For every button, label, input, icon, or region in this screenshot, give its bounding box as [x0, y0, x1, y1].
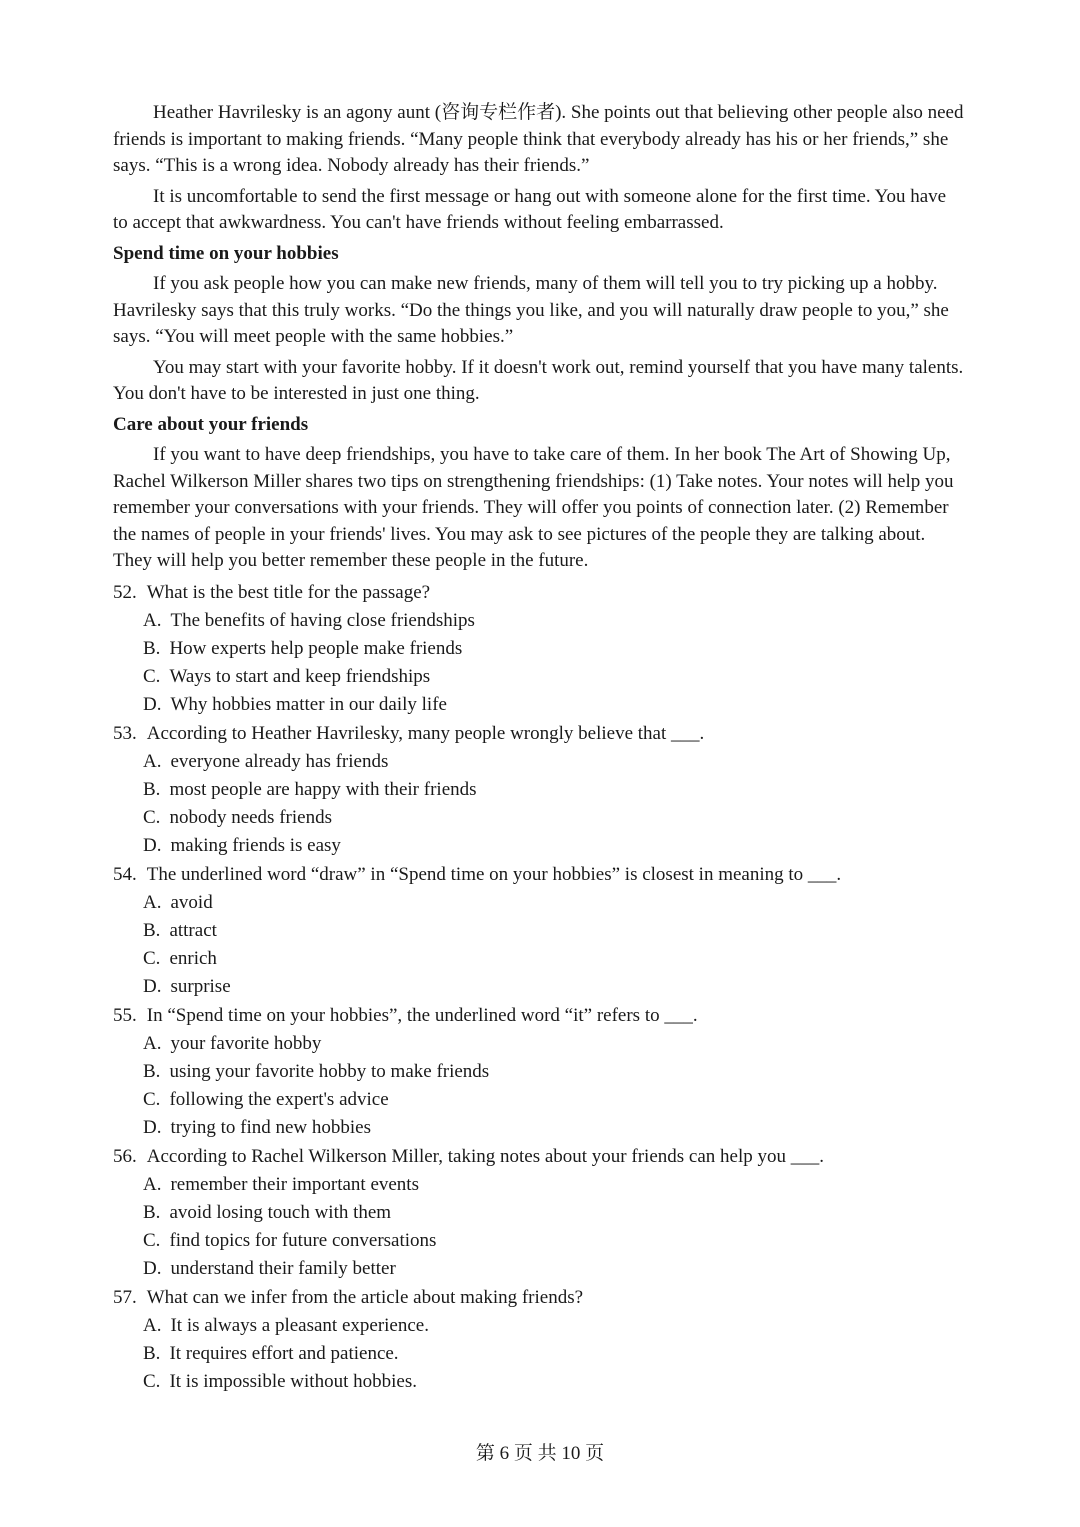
option-text: avoid losing touch with them	[169, 1201, 392, 1223]
option-letter: B.	[143, 1060, 161, 1082]
answer-option	[113, 804, 965, 832]
option-text: It is always a pleasant experience.	[170, 1314, 429, 1336]
option-letter: A.	[143, 1032, 162, 1054]
question	[113, 1002, 965, 1143]
option-text: Why hobbies matter in our daily life	[170, 694, 447, 716]
question	[113, 1284, 965, 1397]
option-text: trying to find new hobbies	[170, 1117, 372, 1139]
paragraph: It is uncomfortable to send the first message or hang out with someone alone for the first time. You have to accept that awkwardness. You can't have friends without feeling embarrassed.	[113, 185, 947, 233]
question-text: According to Heather Havrilesky, many people wrongly believe that ___.	[146, 722, 705, 744]
option-text: Ways to start and keep friendships	[169, 666, 431, 688]
answer-option	[113, 945, 965, 973]
question-text: What is the best title for the passage?	[146, 581, 431, 603]
option-letter: C.	[143, 807, 161, 829]
option-letter: D.	[143, 1258, 162, 1280]
section-heading: Care about your friends	[113, 413, 309, 435]
option-text: attract	[169, 919, 217, 941]
question-text: The underlined word “draw” in “Spend time on your hobbies” is closest in meaning to ___.	[146, 863, 842, 885]
answer-option	[113, 748, 965, 776]
answer-option	[113, 635, 965, 663]
paragraph: Heather Havrilesky is an agony aunt (咨询专栏作者). She points out that believing other people also need friends is important to making friends. “Many people think that everybody already has his or her friends,” she says. “This is a wrong idea. Nobody already has their friends.”	[113, 102, 964, 176]
question-stem	[113, 1002, 965, 1030]
option-text: enrich	[169, 948, 217, 970]
option-text: remember their important events	[170, 1173, 419, 1195]
answer-option	[113, 1199, 965, 1227]
option-text: avoid	[170, 891, 213, 913]
option-text: understand their family better	[170, 1258, 396, 1280]
option-letter: B.	[143, 1201, 161, 1223]
option-text: nobody needs friends	[169, 807, 332, 829]
option-text: find topics for future conversations	[169, 1230, 437, 1252]
answer-option	[113, 832, 965, 860]
option-letter: A.	[143, 891, 162, 913]
question-text: In “Spend time on your hobbies”, the underlined word “it” refers to ___.	[146, 1004, 698, 1026]
option-text: How experts help people make friends	[169, 637, 463, 659]
option-letter: C.	[143, 948, 161, 970]
option-letter: C.	[143, 1371, 161, 1393]
question	[113, 579, 965, 720]
option-letter: D.	[143, 1117, 162, 1139]
option-letter: A.	[143, 1314, 162, 1336]
option-letter: C.	[143, 1089, 161, 1111]
question-text: According to Rachel Wilkerson Miller, taking notes about your friends can help you ___.	[146, 1145, 824, 1167]
paragraph: If you ask people how you can make new friends, many of them will tell you to try picking up a hobby. Havrilesky says that this truly works. “Do the things you like, and you will naturally draw people to you,” she says. “You will meet people with the same hobbies.”	[113, 273, 949, 347]
option-text: most people are happy with their friends	[169, 778, 477, 800]
option-letter: A.	[143, 609, 162, 631]
option-letter: D.	[143, 835, 162, 857]
passage	[113, 100, 965, 575]
option-text: surprise	[170, 976, 231, 998]
option-letter: B.	[143, 637, 161, 659]
answer-option	[113, 607, 965, 635]
question-stem	[113, 1284, 965, 1312]
option-letter: B.	[143, 778, 161, 800]
option-text: following the expert's advice	[169, 1089, 389, 1111]
answer-option	[113, 663, 965, 691]
answer-option	[113, 776, 965, 804]
option-letter: C.	[143, 666, 161, 688]
option-text: your favorite hobby	[170, 1032, 322, 1054]
answer-option	[113, 1312, 965, 1340]
question-stem	[113, 861, 965, 889]
question-number: 56.	[113, 1145, 137, 1167]
question-stem	[113, 579, 965, 607]
option-text: everyone already has friends	[170, 750, 389, 772]
answer-option	[113, 889, 965, 917]
answer-option	[113, 1340, 965, 1368]
option-letter: D.	[143, 694, 162, 716]
paragraph: You may start with your favorite hobby. If it doesn't work out, remind yourself that you have many talents. You don't have to be interested in just one thing.	[113, 356, 964, 404]
answer-option	[113, 1227, 965, 1255]
question-number: 53.	[113, 722, 137, 744]
answer-option	[113, 1058, 965, 1086]
question	[113, 720, 965, 861]
option-text: using your favorite hobby to make friends	[169, 1060, 490, 1082]
question-text: What can we infer from the article about making friends?	[146, 1286, 584, 1308]
question-number: 52.	[113, 581, 137, 603]
answer-option	[113, 1114, 965, 1142]
option-text: making friends is easy	[170, 835, 341, 857]
option-letter: C.	[143, 1230, 161, 1252]
option-letter: D.	[143, 976, 162, 998]
question-number: 57.	[113, 1286, 137, 1308]
option-letter: A.	[143, 750, 162, 772]
answer-option	[113, 1171, 965, 1199]
option-text: It is impossible without hobbies.	[169, 1371, 417, 1393]
paragraph: If you want to have deep friendships, you have to take care of them. In her book The Art of Showing Up, Rachel Wilkerson Miller shares two tips on strengthening friendships: (1) Take notes. Your notes will help you remember your conversations with your friends. They will offer you points of connection later. (2) Remember the names of people in your friends' lives. You may ask to see pictures of the people they are talking about. They will help you better remember these people in the future.	[113, 444, 954, 571]
question-number: 54.	[113, 863, 137, 885]
answer-option	[113, 1086, 965, 1114]
answer-option	[113, 1255, 965, 1283]
option-letter: B.	[143, 1342, 161, 1364]
option-letter: B.	[143, 919, 161, 941]
answer-option	[113, 691, 965, 719]
question	[113, 1143, 965, 1284]
question-number: 55.	[113, 1004, 137, 1026]
answer-option	[113, 917, 965, 945]
answer-option	[113, 973, 965, 1001]
option-text: It requires effort and patience.	[169, 1342, 399, 1364]
option-text: The benefits of having close friendships	[170, 609, 475, 631]
answer-option	[113, 1030, 965, 1058]
question-stem	[113, 1143, 965, 1171]
question	[113, 861, 965, 1002]
answer-option	[113, 1368, 965, 1396]
exam-page	[113, 100, 965, 1396]
question-list	[113, 579, 965, 1397]
section-heading: Spend time on your hobbies	[113, 242, 339, 264]
page-number-footer: 第 6 页 共 10 页	[475, 1443, 605, 1464]
question-stem	[113, 720, 965, 748]
option-letter: A.	[143, 1173, 162, 1195]
